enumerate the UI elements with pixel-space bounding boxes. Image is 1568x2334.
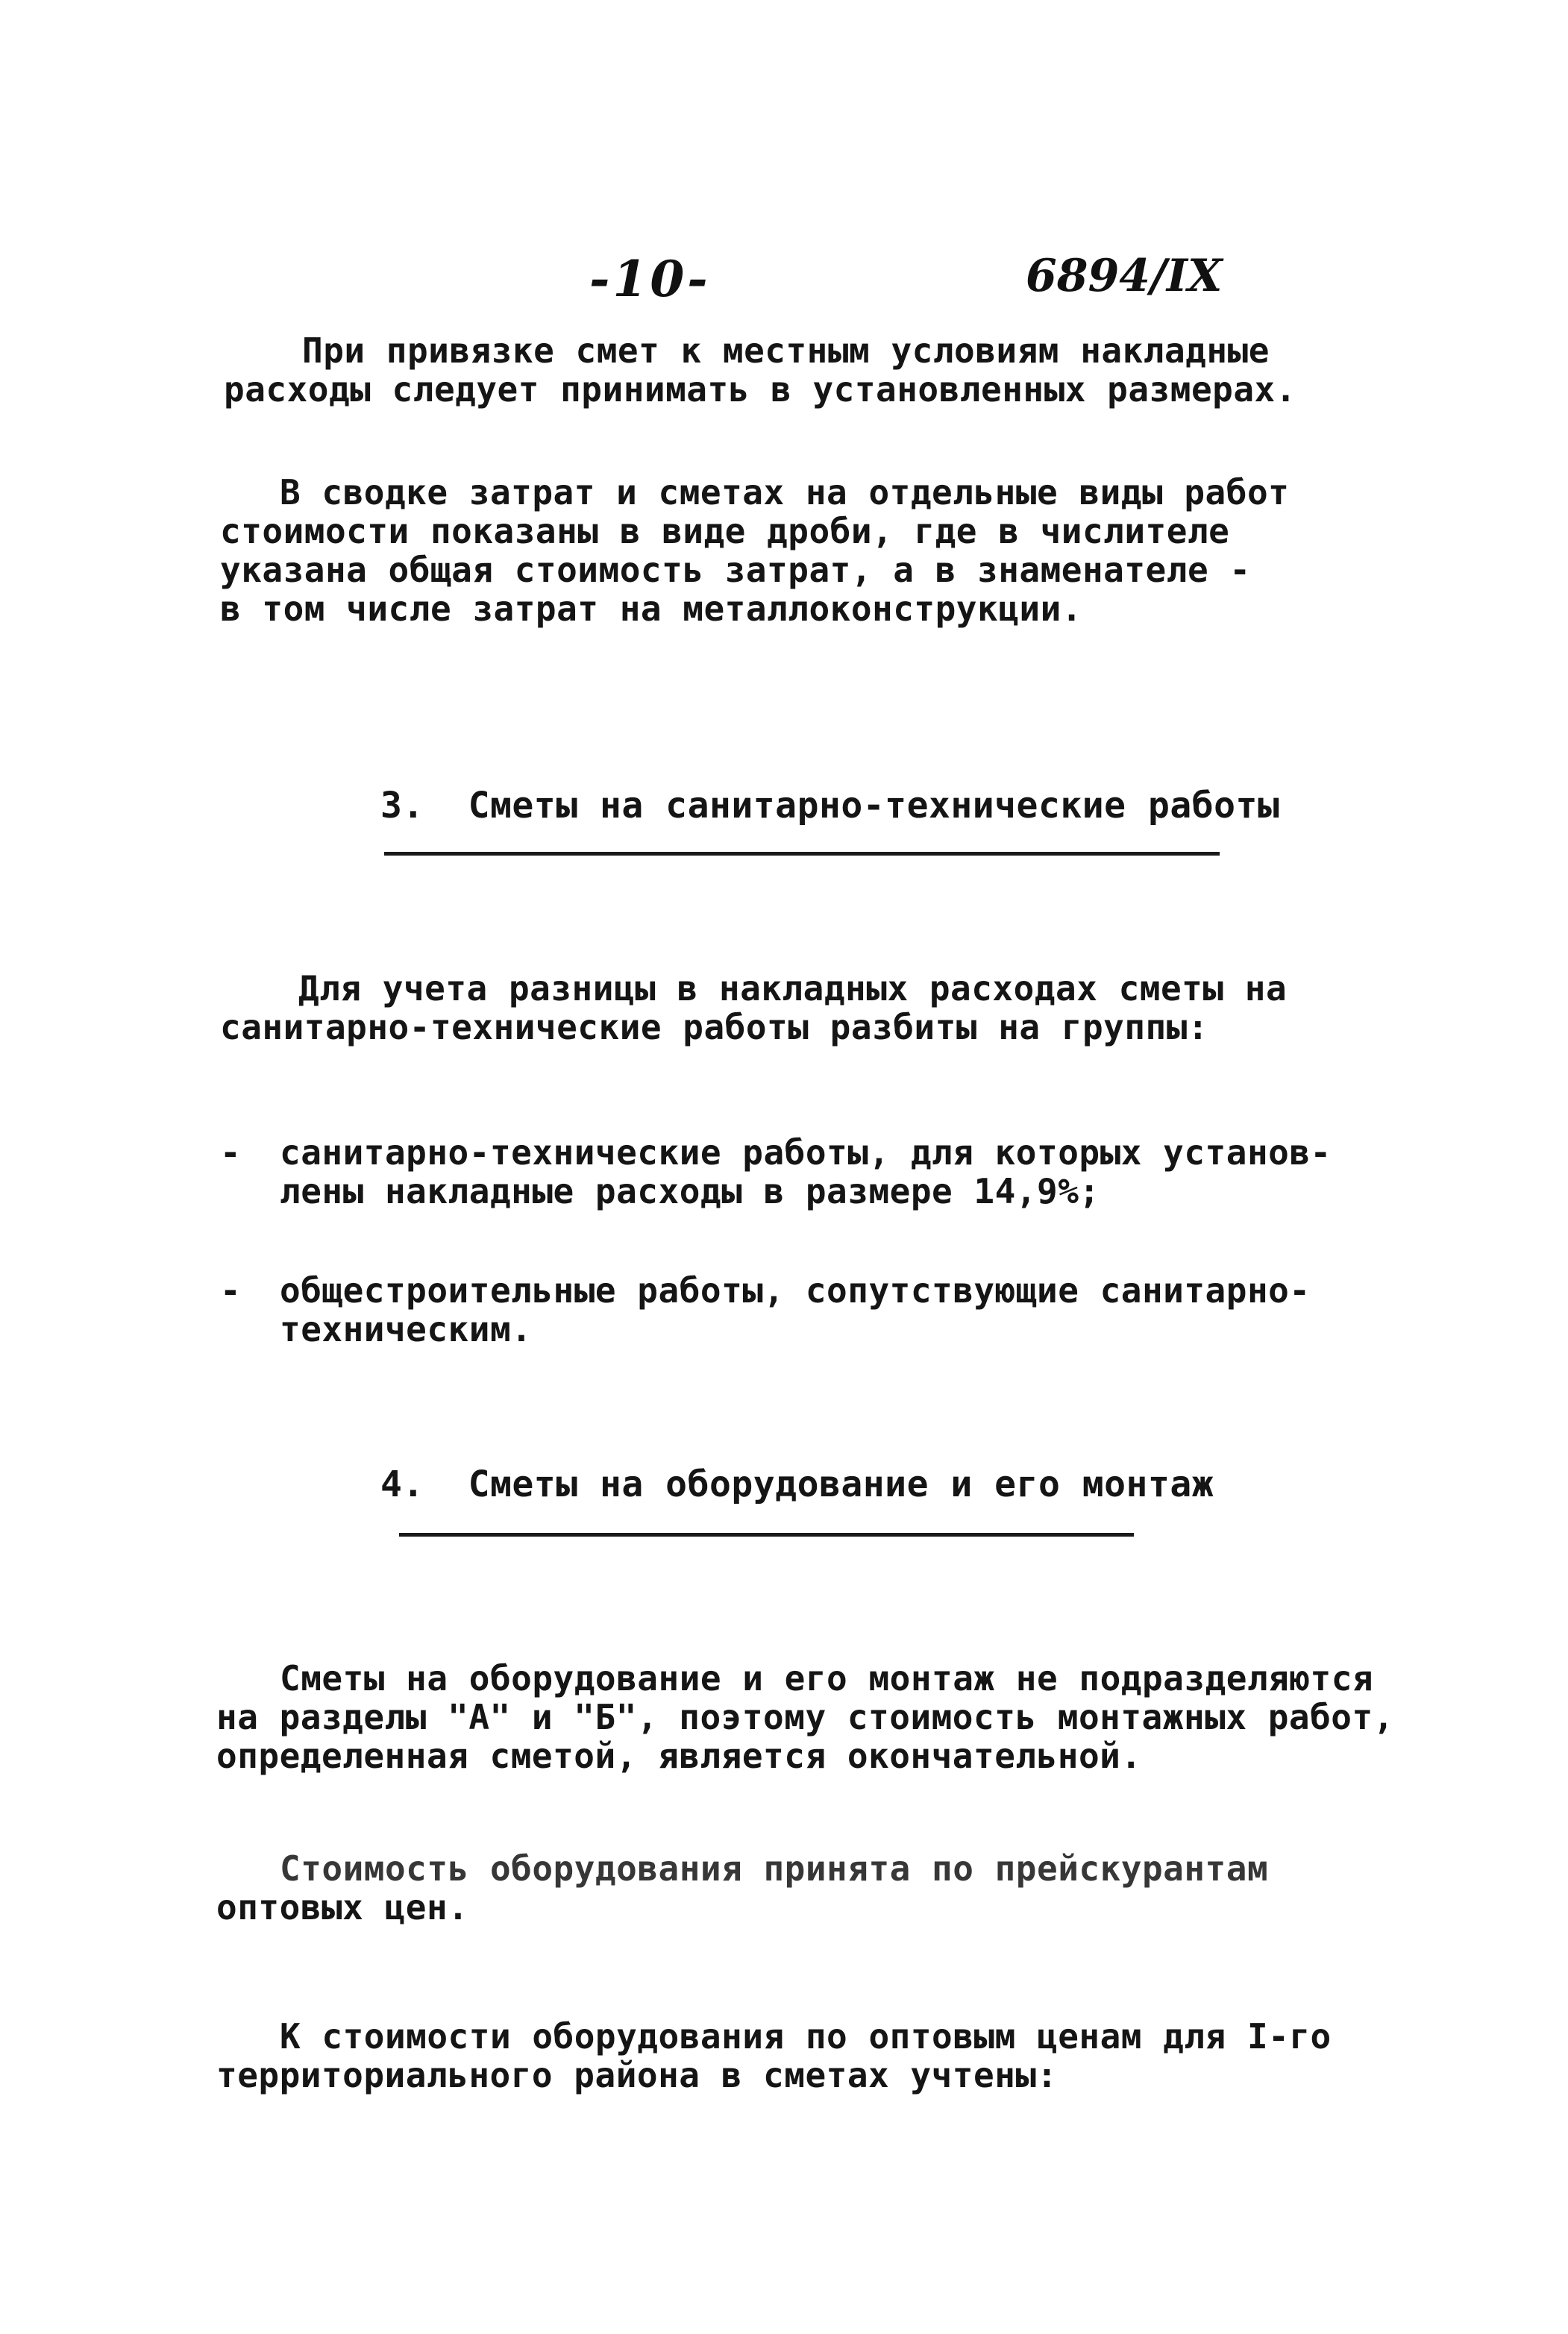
paragraph-2-line-4: в том числе затрат на металлоконструкции. (220, 589, 1082, 629)
section-3-intro-line-1: Для учета разницы в накладных расходах сметы на (298, 968, 1288, 1008)
section-4-paragraph-1-line-3: определенная сметой, является окончательной. (216, 1736, 1142, 1776)
paragraph-1-line-1: При привязке смет к местным условиям накладные (302, 330, 1270, 371)
section-3-item-1-line-1: санитарно-технические работы, для которых установ- (280, 1132, 1332, 1173)
section-4-underline (399, 1533, 1134, 1537)
section-3-item-1-line-2: лены накладные расходы в размере 14,9%; (280, 1171, 1100, 1211)
paragraph-1-line-2: расходы следует принимать в установленных размерах. (224, 369, 1296, 410)
section-3-underline (384, 852, 1220, 856)
section-3-intro-line-2: санитарно-технические работы разбиты на группы: (220, 1007, 1209, 1047)
section-3-heading: 3. Сметы на санитарно-технические работы (380, 785, 1280, 826)
section-4-paragraph-1-line-1: Сметы на оборудование и его монтаж не подразделяются (280, 1658, 1374, 1698)
section-3-item-2-line-1: общестроительные работы, сопутствующие санитарно- (280, 1270, 1311, 1311)
paragraph-2-line-2: стоимости показаны в виде дроби, где в числителе (220, 511, 1230, 551)
section-3-item-1-bullet: - (220, 1132, 242, 1173)
section-4-paragraph-3-line-2: территориального района в сметах учтены: (216, 2055, 1058, 2095)
section-4-paragraph-2-line-2: оптовых цен. (216, 1887, 469, 1927)
page-number: -10- (589, 250, 711, 308)
paragraph-2-line-1: В сводке затрат и сметах на отдельные виды работ (280, 472, 1290, 512)
document-code: 6894/IX (1026, 250, 1223, 302)
section-4-paragraph-1-line-2: на разделы "А" и "Б", поэтому стоимость монтажных работ, (216, 1697, 1394, 1737)
paragraph-2-line-3: указана общая стоимость затрат, а в знаменателе - (220, 550, 1251, 590)
section-3-item-2-line-2: техническим. (280, 1309, 533, 1349)
section-4-heading: 4. Сметы на оборудование и его монтаж (380, 1464, 1214, 1505)
section-4-paragraph-3-line-1: К стоимости оборудования по оптовым ценам для I-го (280, 2016, 1332, 2057)
section-4-paragraph-2-line-1: Стоимость оборудования принята по прейскурантам (280, 1848, 1269, 1889)
section-3-item-2-bullet: - (220, 1270, 242, 1311)
